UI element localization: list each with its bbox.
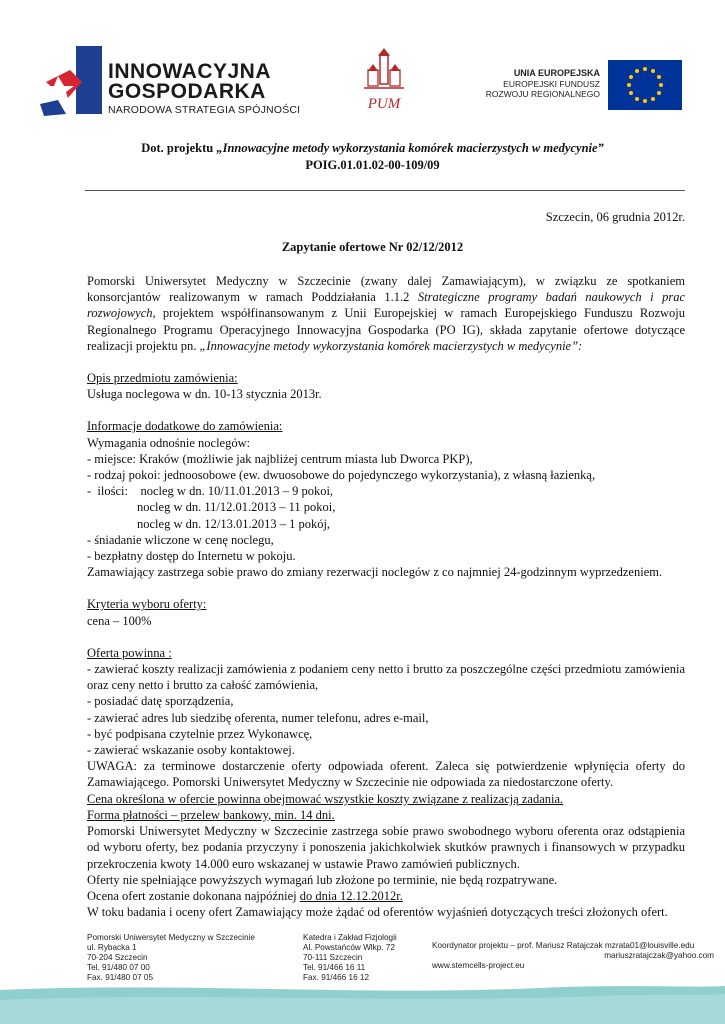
oferta-item: - posiadać datę sporządzenia, <box>87 694 234 709</box>
opis-heading: Opis przedmiotu zamówienia: <box>87 371 238 386</box>
ig-star-icon <box>36 42 106 120</box>
eu-logo-line2: EUROPEJSKI FUNDUSZ <box>503 79 600 89</box>
project-reference <box>60 141 685 156</box>
pum-logo <box>356 48 412 114</box>
ocena-text <box>87 888 685 904</box>
intro-paragraph <box>87 273 685 354</box>
info-line: Zamawiający zastrzega sobie prawo do zmiany rezerwacji noclegów z co najmniej 24-godzinnym wyprzedzeniem. <box>87 565 663 580</box>
ig-logo-line2: GOSPODARKA <box>108 80 266 103</box>
page-footer <box>0 930 725 1024</box>
project-prefix: Dot. projektu <box>141 141 217 155</box>
pum-logo-text: PUM <box>367 96 401 112</box>
innowacyjna-gospodarka-logo <box>36 40 306 120</box>
footer-line: ul. Rybacka 1 <box>87 943 137 952</box>
cena-text: Cena określona w ofercie powinna obejmować wszystkie koszty związane z realizacją zadania. <box>87 791 564 806</box>
pum-castle-icon <box>356 48 412 114</box>
footer-line: 70-111 Szczecin <box>303 953 363 962</box>
footer-line: 70-204 Szczecin <box>87 953 148 962</box>
intro-text-2: , projektem współfinansowanym z Unii Europejskiej w ramach Europejskiego Funduszu Rozwoju Regionalnego Programu Operacyjnego Innowacyjna Gospodarka (PO IG), składa zapytanie ofertowe dotyczące realizacji projektu pn. <box>87 306 685 353</box>
footer-line: Tel. 91/466 16 11 <box>303 963 366 972</box>
footer-line: Fax. 91/466 16 12 <box>303 973 370 982</box>
eu-logo-line3: ROZWOJU REGIONALNEGO <box>485 89 600 99</box>
oferta-item: - zawierać wskazanie osoby kontaktowej. <box>87 743 295 758</box>
info-heading: Informacje dodatkowe do zamówienia: <box>87 419 283 434</box>
info-indented-line: nocleg w dn. 12/13.01.2013 – 1 pokój, <box>137 516 331 531</box>
nie-spelniajace-text: Oferty nie spełniające powyższych wymagań lub złożone po terminie, nie będą rozpatrywane. <box>87 872 558 887</box>
oferta-item: - być podpisana czytelnie przez Wykonawcę, <box>87 726 313 741</box>
info-line: Wymagania odnośnie noclegów: <box>87 435 251 450</box>
toku-text: W toku badania i oceny ofert Zamawiający może żądać od oferentów wyjaśnień dotyczących treści złożonych ofert. <box>87 905 668 920</box>
info-line: - ilości: nocleg w dn. 10/11.01.2013 – 9 pokoi, <box>87 484 334 499</box>
document-body <box>87 273 685 920</box>
footer-wave <box>0 982 725 1024</box>
ocena-date: do dnia 12.12.2012r. <box>299 888 403 903</box>
footer-line: Al. Powstańców Wlkp. 72 <box>303 943 395 952</box>
info-line: - śniadanie wliczone w cenę noclegu, <box>87 532 274 547</box>
footer-department-address <box>303 933 397 983</box>
info-line: - miejsce: Kraków (możliwie jak najbliżej centrum miasta lub Dworca PKP), <box>87 451 473 466</box>
oferta-item: - zawierać adres lub siedzibę oferenta, numer telefonu, adres e-mail, <box>87 710 429 725</box>
footer-coordinator <box>432 941 714 971</box>
ocena-prefix: Ocena ofert zostanie dokonana najpóźniej <box>87 888 300 903</box>
zastrzega-text: Pomorski Uniwersytet Medyczny w Szczecinie zastrzega sobie prawo swobodnego wyboru oferenta oraz odstąpienia od wyboru oferty, bez podania przyczyny i ponoszenia jakichkolwiek skutków prawnych i finansowych w przypadku przekroczenia kwoty 14.000 euro wskazanej w ustawie Prawo zamówień publicznych. <box>87 824 685 871</box>
ig-logo-line3: NARODOWA STRATEGIA SPÓJNOŚCI <box>108 104 301 116</box>
footer-line: Fax. 91/480 07 05 <box>87 973 154 982</box>
oferta-heading: Oferta powinna : <box>87 645 172 660</box>
document-date: Szczecin, 06 grudnia 2012r. <box>545 210 685 224</box>
coordinator-line: Koordynator projektu – prof. Mariusz Ratajczak mzrata01@louisville.edu <box>432 941 695 950</box>
project-website: www.stemcells-project.eu <box>432 961 525 970</box>
eu-fund-logo <box>476 50 686 116</box>
footer-university-address <box>87 933 255 983</box>
footer-line: Katedra i Zakład Fizjologii <box>303 933 397 942</box>
project-code: POIG.01.01.02-00-109/09 <box>305 158 440 172</box>
kryteria-text: cena – 100% <box>87 613 152 628</box>
oferta-item: - zawierać koszty realizacji zamówienia z podaniem ceny netto i brutto za poszczególne części przedmiotu zamówienia oraz ceny netto i brutto za całość zamówienia, <box>87 662 685 693</box>
uwaga-text: UWAGA: za terminowe dostarczenie oferty odpowiada oferent. Zaleca się potwierdzenie wpłynięcia oferty do Zamawiającego. Pomorski Uniwersytet Medyczny w Szczecinie nie odpowiada za niedostarczone oferty. <box>87 759 685 790</box>
footer-line: Tel. 91/480 07 00 <box>87 963 150 972</box>
eu-logo-line1: UNIA EUROPEJSKA <box>513 68 600 78</box>
header-divider <box>85 190 685 191</box>
info-line: - rodzaj pokoi: jednoosobowe (ew. dwuosobowe do pojedynczego wykorzystania), z własną łazienką, <box>87 468 596 483</box>
info-line: - bezpłatny dostęp do Internetu w pokoju. <box>87 549 296 564</box>
coordinator-email: mariuszratajczak@yahoo.com <box>604 951 714 960</box>
project-title: „Innowacyjne metody wykorzystania komórek macierzystych w medycynie” <box>216 141 604 155</box>
opis-text: Usługa noclegowa w dn. 10-13 stycznia 2013r. <box>87 387 322 402</box>
footer-line: Pomorski Uniwersytet Medyczny w Szczecinie <box>87 933 255 942</box>
kryteria-heading: Kryteria wyboru oferty: <box>87 597 207 612</box>
eu-flag-icon <box>608 60 682 110</box>
intro-text-1: Pomorski Uniwersytet Medyczny w Szczecinie (zwany dalej Zamawiającym), w związku ze spotkaniem konsorcjantów realizowanym w ramach Poddziałania 1.1.2 <box>87 274 685 305</box>
ig-logo-line1: INNOWACYJNA <box>108 60 272 83</box>
document-title: Zapytanie ofertowe Nr 02/12/2012 <box>281 240 464 254</box>
intro-italic-2: „Innowacyjne metody wykorzystania komórek macierzystych w medycynie”: <box>199 338 583 353</box>
intro-italic-1: Strategiczne programy badań naukowych i prac rozwojowych <box>87 290 685 321</box>
info-indented-line: nocleg w dn. 11/12.01.2013 – 11 pokoi, <box>137 500 336 515</box>
forma-platnosci: Forma płatności – przelew bankowy, min. 14 dni. <box>87 807 335 822</box>
